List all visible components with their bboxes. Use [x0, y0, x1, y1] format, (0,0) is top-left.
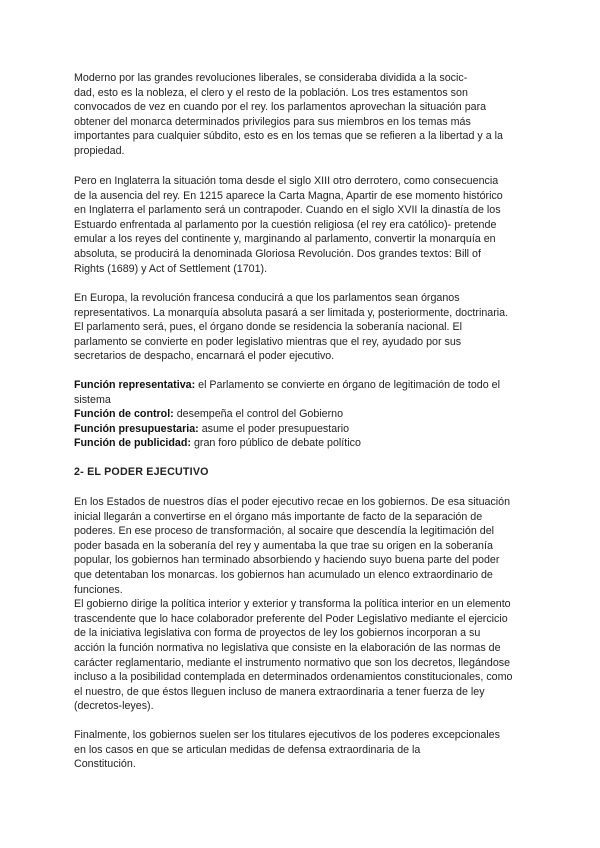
paragraph-estamentos	[74, 71, 534, 159]
function-desc: asume el poder presupuestario	[198, 422, 350, 435]
text-line: Pero en Inglaterra la situación toma desde el siglo XIII otro derrotero, como consecuencia	[74, 175, 499, 187]
text-line: carácter reglamentario, mediante el instrumento normativo que son los decretos, llegándose	[74, 656, 511, 669]
text-line: En los Estados de nuestros días el poder ejecutivo recae en los gobiernos. De esa situación	[74, 496, 511, 508]
paragraph-finalmente	[74, 728, 534, 772]
function-term: Función de control:	[74, 408, 174, 421]
functions-list	[74, 378, 534, 451]
text-line: poder basada en la soberanía del rey y aumentaba la que trae su origen en la soberanía	[74, 539, 493, 552]
text-line: el nuestro, de que éstos lleguen incluso de manera extraordinaria a tener fuerza de ley	[74, 685, 485, 698]
section-heading: 2- EL PODER EJECUTIVO	[74, 466, 209, 478]
text-line: (decretos-leyes).	[74, 700, 154, 713]
text-line: absoluta, se producirá la denominada Gloriosa Revolución. Dos grandes textos: Bill of	[74, 247, 481, 260]
text-line: El gobierno dirige la política interior y exterior y transforma la política interior en un elemento	[74, 598, 511, 611]
text-line: Finalmente, los gobiernos suelen ser los titulares ejecutivos de los poderes excepcionales	[74, 729, 500, 741]
function-item	[74, 436, 534, 451]
text-line: en los casos en que se articulan medidas de defensa extraordinaria de la	[74, 743, 421, 756]
text-line: Constitución.	[74, 758, 136, 771]
text-line: en Inglaterra el parlamento será un contrapoder. Cuando en el siglo XVII la dinastía de los	[74, 204, 501, 217]
text-line: secretarios de despacho, encarnará el poder ejecutivo.	[74, 350, 335, 363]
text-line: funciones.	[74, 583, 123, 596]
function-term: Función presupuestaria:	[74, 422, 199, 435]
text-line: popular, los gobiernos han terminado absorbiendo y haciendo suyo buena parte del poder	[74, 554, 500, 567]
text-line: acción la función normativa no legislativa que consiste en la elaboración de las normas de	[74, 641, 501, 654]
text-line: obtener del monarca determinados privilegios para sus miembros en los temas más	[74, 115, 471, 128]
paragraph-ejecutivo	[74, 495, 534, 714]
function-term: Función representativa:	[74, 379, 196, 391]
text-line: dad, esto es la nobleza, el clero y el resto de la población. Los tres estamentos son	[74, 86, 468, 99]
function-item	[74, 422, 534, 437]
paragraph-inglaterra	[74, 174, 534, 276]
text-line: que detentaban los monarcas. los gobiernos han acumulado un elenco extraordinario de	[74, 568, 493, 581]
text-line: Moderno por las grandes revoluciones liberales, se consideraba dividida a la socic-	[74, 72, 468, 84]
function-desc: desempeña el control del Gobierno	[173, 408, 344, 421]
text-line: convocados de vez en cuando por el rey. los parlamentos aprovechan la situación para	[74, 101, 487, 114]
text-line: El parlamento será, pues, el órgano donde se residencia la soberanía nacional. El	[74, 321, 462, 334]
function-desc: el Parlamento se convierte en órgano de legitimación de todo el	[195, 379, 500, 391]
text-line: Estuardo enfrentada al parlamento por la cuestión religiosa (el rey era católico)- pretende	[74, 218, 497, 231]
text-line: de la ausencia del rey. En 1215 aparece la Carta Magna, Apartir de ese momento histórico	[74, 189, 503, 202]
text-line: de la iniciativa legislativa con forma de proyectos de ley los gobiernos incorporan a su	[74, 627, 481, 640]
text-line: Rights (1689) y Act of Settlement (1701).	[74, 262, 268, 275]
text-line: propiedad.	[74, 144, 125, 157]
function-desc-cont: sistema	[74, 393, 111, 406]
paragraph-europa	[74, 291, 534, 364]
function-desc: gran foro público de debate político	[190, 437, 361, 450]
text-line: representativos. La monarquía absoluta pasará a ser limitada y, posteriormente, doctrinaria.	[74, 306, 509, 319]
text-line: importantes para cualquier súbdito, esto es en los temas que se refieren a la libertad y a la	[74, 130, 503, 143]
text-line: incluso a la posibilidad contemplada en determinados ordenamientos constitucionales, como	[74, 671, 513, 684]
text-line: emular a los reyes del continente y, marginando al parlamento, convertir la monarquía en	[74, 233, 496, 246]
text-line: inicial llegarán a convertirse en el órgano más importante de facto de la separación de	[74, 510, 483, 523]
function-item	[74, 378, 534, 393]
text-line: parlamento se convierte en poder legislativo mientras que el rey, ayudado por sus	[74, 335, 462, 348]
function-item	[74, 407, 534, 422]
text-line: En Europa, la revolución francesa conducirá a que los parlamentos sean órganos	[74, 292, 460, 304]
text-line: trascendente que lo hace colaborador preferente del Poder Legislativo mediante el ejercicio	[74, 612, 508, 625]
text-line: poderes. En ese proceso de transformación, al socaire que descendía la legitimación del	[74, 525, 495, 538]
function-term: Función de publicidad:	[74, 437, 191, 450]
